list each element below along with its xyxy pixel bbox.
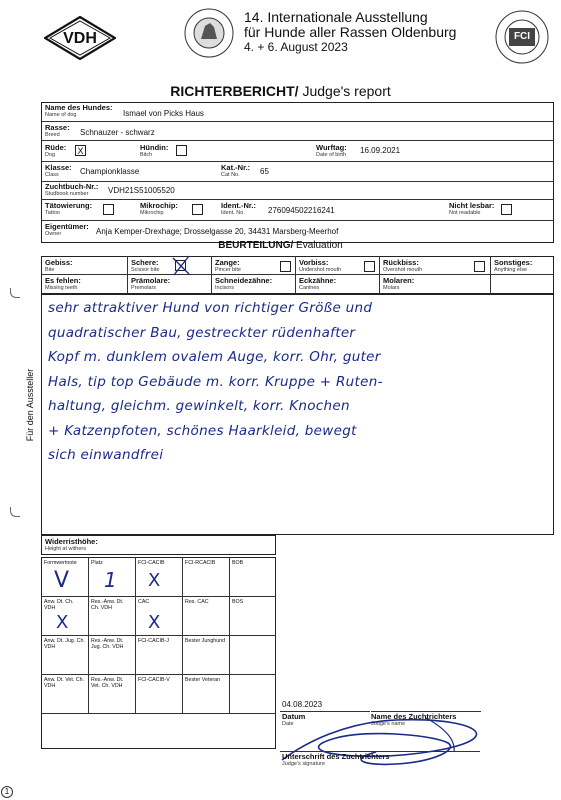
scissor-label: Schere: Scissor bite [131,258,160,273]
whelped-label: Wurftag: Date of birth [316,143,347,158]
tattoo-checkbox[interactable] [103,204,114,215]
male-label: Rüde: Dog [45,143,67,158]
owner-label: Eigentümer: Owner [45,222,89,237]
molars-label: Molaren: Molars [383,276,415,291]
event-dates: 4. + 6. August 2023 [244,40,348,54]
withers-label: Widerristhöhe: Height at withers [45,537,98,552]
pincer-label: Zange: Pincer bite [215,258,241,273]
critique-line: sich einwandfrei [48,447,164,463]
scissor-checkbox[interactable] [175,260,186,271]
grade-platz-label: Platz [91,560,103,566]
pincer-checkbox[interactable] [280,261,291,272]
owner: Anja Kemper-Drexhage; Drosselgasse 20, 34431 Marsberg-Meerhof [96,227,339,236]
grade-res-anw-ch-label: Res.-Anw. Dt. Ch. VDH [91,599,124,611]
undershot-label: Vorbiss: Undershot mouth [299,258,342,273]
other-label: Sonstiges: Anything else [494,258,533,273]
cac-mark: X [148,612,161,633]
critique-line: sehr attraktiver Hund von richtiger Größe und [48,300,373,316]
dog-name-label: Name des Hundes: Name of dog [45,103,113,118]
grade-anw-ch-label: Anw. Dt. Ch. VDH [44,599,74,611]
female-label: Hündin: Bitch [140,143,169,158]
critique-text [48,296,383,468]
grade-bob-label: BOB [232,560,244,566]
vdh-logo-text: VDH [63,30,97,47]
ident-number: 276094502216241 [268,206,335,215]
premolars-label: Prämolare: Premolars [131,276,171,291]
incisors-label: Schneidezähne: Incisors [215,276,273,291]
critique-line: haltung, gleichm. gewinkelt, korr. Knochen [48,398,350,414]
critique-line: + Katzenpfoten, schönes Haarkleid, bewegt [48,422,357,439]
evaluation-title-de: BEURTEILUNG/ [218,240,294,251]
grade-best-veteran-label: Bester Veteran [185,677,221,683]
fci-logo [495,10,549,64]
female-checkbox[interactable] [176,145,187,156]
critique-line: Kopf m. dunklem ovalem Auge, korr. Ohr, guter [48,349,381,365]
judge-name-label: Name des Zuchtrichters Judge's name [371,712,457,727]
signature-label: Unterschrift des Zuchtrichters Judge's signature [282,752,390,767]
grade-res-anw-vet-label: Res.-Anw. Dt. Vet. Ch. VDH [91,677,124,689]
date-label: Datum Date [282,712,306,727]
canines-label: Eckzähne: Canines [299,276,337,291]
catno-label: Kat.-Nr.: Cat No. [221,163,251,178]
formwert-mark: V [54,568,70,593]
dog-name: Ismael von Picks Haus [123,109,204,118]
catalogue-number: 65 [260,167,269,176]
club-logo [183,6,235,62]
grade-cacib-label: FCI-CACIB [138,560,165,566]
tattoo-label: Tätowierung: Tattoo [45,201,93,216]
grade-cacib-j-label: FCI-CACIB-J [138,638,169,644]
overshot-label: Rückbiss: Overshot mouth [383,258,423,273]
punch-mark-bottom [10,507,20,517]
grade-best-junior-label: Bester Junghund [185,638,226,644]
evaluation-title-en: Evaluation [293,240,343,251]
punch-mark-top [10,288,20,298]
studbook-number: VDH21S51005520 [108,186,175,195]
anw-ch-mark: X [56,612,69,633]
grade-bos-label: BOS [232,599,244,605]
cacib-mark: X [148,570,161,591]
fci-logo-text: FCI [513,31,531,42]
male-checkbox[interactable]: X [75,145,86,156]
judging-date: 04.08.2023 [282,700,323,709]
chip-checkbox[interactable] [192,204,203,215]
grade-cacib-v-label: FCI-CACIB-V [138,677,170,683]
report-title-en: Judge's report [298,83,391,99]
class: Championklasse [80,167,140,176]
grade-res-cac-label: Res. CAC [185,599,209,605]
report-title-de: RICHTERBERICHT/ [170,83,299,99]
ident-label: Ident.-Nr.: Ident. No. [221,201,256,216]
grade-anw-jug-label: Anw. Dt. Jug. Ch. VDH [44,638,85,650]
undershot-checkbox[interactable] [364,261,375,272]
evaluation-title [0,240,561,251]
vdh-logo [44,16,116,60]
missing-label: Es fehlen: Missing teeth [45,276,81,291]
chip-label: Mikrochip: Mikrochip [140,201,178,216]
unreadable-checkbox[interactable] [501,204,512,215]
grade-formwert-label: Formwertnote [44,560,77,566]
overshot-checkbox[interactable] [474,261,485,272]
page-number: 1 [1,786,13,798]
grade-rcacib-label: FCI-RCACIB [185,560,216,566]
breed: Schnauzer - schwarz [80,128,155,137]
platz-mark: 1 [104,568,118,592]
event-title-line2: für Hunde aller Rassen Oldenburg [244,24,457,40]
class-label: Klasse: Class [45,163,72,178]
breed-label: Rasse: Breed [45,123,70,138]
exhibitor-copy-label: Für den Aussteller [25,368,35,442]
grade-res-anw-jug-label: Res.-Anw. Dt. Jug. Ch. VDH [91,638,124,650]
bite-label: Gebiss: Bite [45,258,73,273]
unreadable-label: Nicht lesbar: Not readable [449,201,495,216]
grade-cac-label: CAC [138,599,150,605]
event-title [244,10,484,54]
report-title [0,83,561,99]
date-of-birth: 16.09.2021 [360,146,401,155]
critique-line: quadratischer Bau, gestreckter rüdenhafter [48,324,356,341]
event-title-line1: 14. Internationale Ausstellung [244,9,428,25]
grade-anw-vet-label: Anw. Dt. Vet. Ch. VDH [44,677,85,689]
critique-line: Hals, tip top Gebäude m. korr. Kruppe + Ruten- [48,373,383,390]
studbook-label: Zuchtbuch-Nr.: Studbook number [45,182,99,197]
